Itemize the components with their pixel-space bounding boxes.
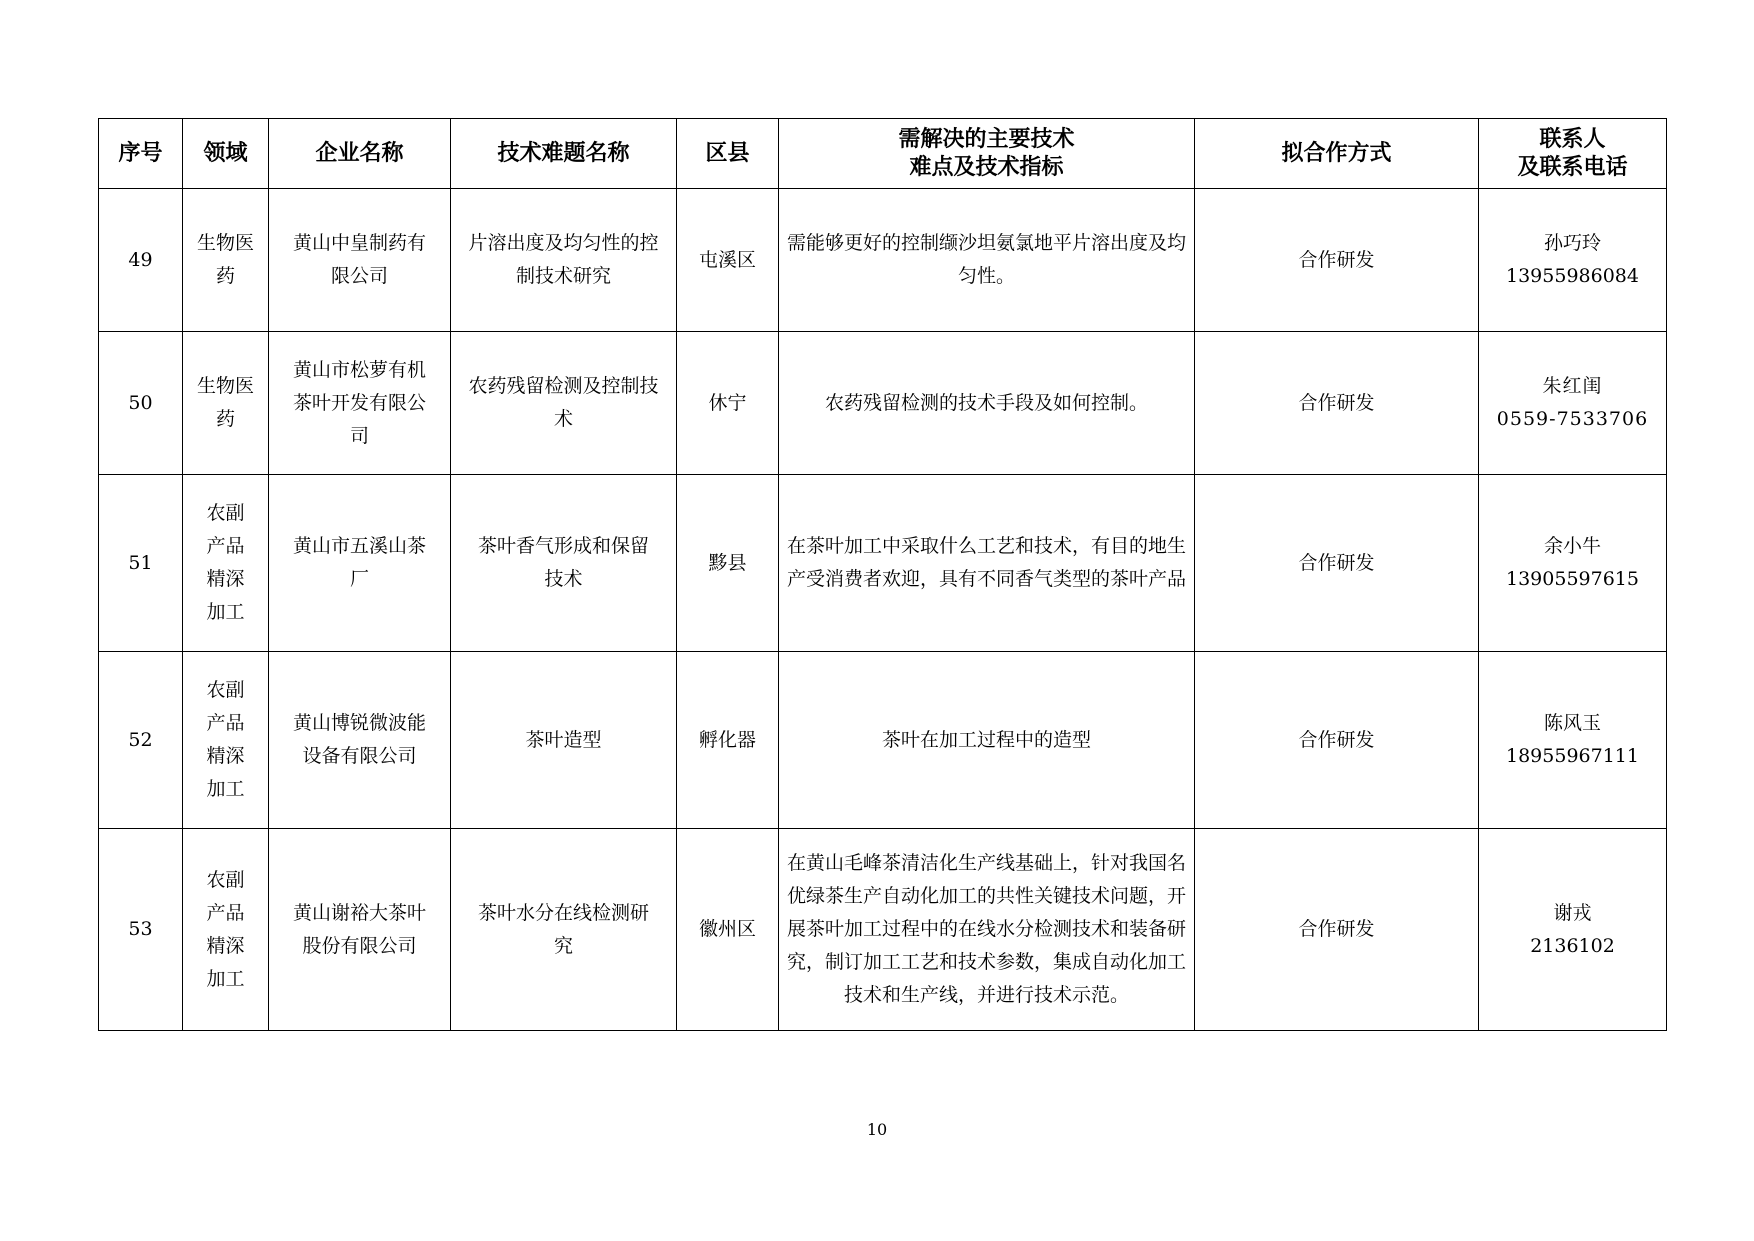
cell-requirement: 需能够更好的控制缬沙坦氨氯地平片溶出度及均匀性。 <box>779 189 1195 332</box>
cell-cooperation: 合作研发 <box>1195 189 1479 332</box>
header-no: 序号 <box>99 119 183 189</box>
header-company: 企业名称 <box>269 119 451 189</box>
cell-field: 农副 产品 精深 加工 <box>183 475 269 652</box>
header-problem: 技术难题名称 <box>451 119 677 189</box>
cell-company: 黄山中皇制药有 限公司 <box>269 189 451 332</box>
cell-no: 53 <box>99 829 183 1031</box>
cell-no: 52 <box>99 652 183 829</box>
cell-contact: 陈风玉 18955967111 <box>1479 652 1667 829</box>
table-row <box>99 189 1667 332</box>
cell-problem: 茶叶香气形成和保留 技术 <box>451 475 677 652</box>
cell-contact: 朱红闺 0559-7533706 <box>1479 332 1667 475</box>
header-cooperation: 拟合作方式 <box>1195 119 1479 189</box>
cell-requirement: 农药残留检测的技术手段及如何控制。 <box>779 332 1195 475</box>
cell-requirement: 在黄山毛峰茶清洁化生产线基础上，针对我国名优绿茶生产自动化加工的共性关键技术问题，开展茶叶加工过程中的在线水分检测技术和装备研究，制订加工工艺和技术参数，集成自动化加工技术和生产线，并进行技术示范。 <box>779 829 1195 1031</box>
cell-no: 49 <box>99 189 183 332</box>
cell-cooperation: 合作研发 <box>1195 332 1479 475</box>
cell-contact: 余小牛 13905597615 <box>1479 475 1667 652</box>
cell-contact: 孙巧玲 13955986084 <box>1479 189 1667 332</box>
table-row <box>99 829 1667 1031</box>
cell-problem: 农药残留检测及控制技 术 <box>451 332 677 475</box>
cell-requirement: 茶叶在加工过程中的造型 <box>779 652 1195 829</box>
cell-contact: 谢戎 2136102 <box>1479 829 1667 1031</box>
cell-problem: 片溶出度及均匀性的控 制技术研究 <box>451 189 677 332</box>
cell-no: 50 <box>99 332 183 475</box>
cell-cooperation: 合作研发 <box>1195 829 1479 1031</box>
cell-field: 生物医 药 <box>183 189 269 332</box>
cell-company: 黄山谢裕大茶叶 股份有限公司 <box>269 829 451 1031</box>
cell-company: 黄山市松萝有机 茶叶开发有限公 司 <box>269 332 451 475</box>
cell-requirement: 在茶叶加工中采取什么工艺和技术，有目的地生产受消费者欢迎，具有不同香气类型的茶叶产品 <box>779 475 1195 652</box>
cell-field: 农副 产品 精深 加工 <box>183 829 269 1031</box>
header-field: 领域 <box>183 119 269 189</box>
cell-district: 徽州区 <box>677 829 779 1031</box>
header-requirement: 需解决的主要技术 难点及技术指标 <box>779 119 1195 189</box>
page-number: 10 <box>866 1120 888 1139</box>
table-row <box>99 475 1667 652</box>
cell-cooperation: 合作研发 <box>1195 652 1479 829</box>
cell-problem: 茶叶造型 <box>451 652 677 829</box>
cell-field: 生物医 药 <box>183 332 269 475</box>
table-row <box>99 652 1667 829</box>
cell-district: 屯溪区 <box>677 189 779 332</box>
cell-district: 休宁 <box>677 332 779 475</box>
cell-cooperation: 合作研发 <box>1195 475 1479 652</box>
cell-field: 农副 产品 精深 加工 <box>183 652 269 829</box>
table-row <box>99 332 1667 475</box>
tech-problems-table <box>98 118 1667 1031</box>
table-header-row <box>99 119 1667 189</box>
cell-company: 黄山市五溪山茶 厂 <box>269 475 451 652</box>
cell-district: 孵化器 <box>677 652 779 829</box>
cell-no: 51 <box>99 475 183 652</box>
cell-district: 黟县 <box>677 475 779 652</box>
header-contact: 联系人 及联系电话 <box>1479 119 1667 189</box>
cell-problem: 茶叶水分在线检测研 究 <box>451 829 677 1031</box>
header-district: 区县 <box>677 119 779 189</box>
cell-company: 黄山博锐微波能 设备有限公司 <box>269 652 451 829</box>
